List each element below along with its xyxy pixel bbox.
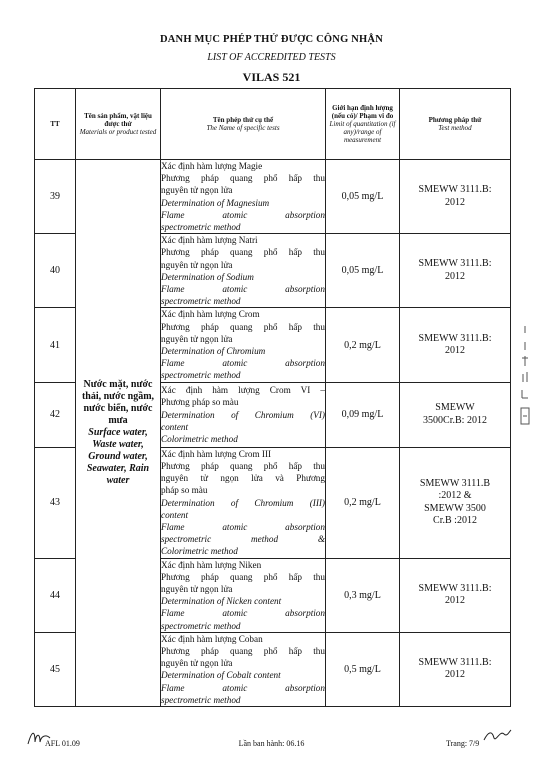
- row-number: 45: [35, 632, 76, 706]
- method-line: 2012: [445, 669, 465, 681]
- method-cell: [400, 558, 511, 632]
- test-name-line: nguyên tử ngọn lửa và Phương: [161, 473, 325, 484]
- header-method: Phương pháp thử Test method: [400, 89, 511, 160]
- test-name-line: Flame atomic absorption: [161, 209, 325, 220]
- test-name-line: Flame atomic absorption: [161, 682, 325, 693]
- test-name-line: Xác định hàm lượng Natri: [161, 235, 258, 246]
- test-name-line: Determination of Nicken content: [161, 596, 282, 607]
- test-name-line: nguyên tử ngọn lửa: [161, 658, 233, 669]
- test-name-cell: [161, 234, 326, 308]
- accreditation-code: VILAS 521: [242, 70, 301, 84]
- method-cell: [400, 447, 511, 558]
- limit-cell: 0,09 mg/L: [326, 382, 400, 447]
- test-name-line: Determination of Chromium: [161, 346, 266, 357]
- limit-cell: 0,2 mg/L: [326, 308, 400, 382]
- method-cell: [400, 160, 511, 234]
- test-name-line: Xác định hàm lượng Crom: [161, 309, 260, 320]
- method-line: 2012: [445, 345, 465, 357]
- method-line: SMEWW 3111.B:: [418, 184, 492, 196]
- test-name-line: Determination of Chromium (VI): [161, 409, 325, 420]
- test-name-line: Determination of Magnesium: [161, 197, 270, 208]
- test-name-line: spectrometric method &: [161, 534, 325, 545]
- test-name-cell: [161, 382, 326, 447]
- limit-cell: 0,3 mg/L: [326, 558, 400, 632]
- test-name-cell: [161, 632, 326, 706]
- test-name-line: Phương pháp quang phổ hấp thu: [161, 460, 325, 471]
- test-name-line: content: [161, 509, 189, 520]
- test-name-line: Phương pháp quang phổ hấp thu: [161, 571, 325, 582]
- method-cell: [400, 632, 511, 706]
- footer-issue-number: Lần ban hành: 06.16: [238, 739, 305, 748]
- test-name-line: content: [161, 421, 189, 432]
- method-line: SMEWW 3111.B:: [418, 332, 492, 344]
- test-name-line: nguyên tử ngọn lửa: [161, 259, 233, 270]
- test-name-line: spectrometric method: [161, 694, 241, 705]
- footer-form-code: AFL 01.09: [45, 739, 80, 748]
- method-cell: [400, 382, 511, 447]
- test-name-line: nguyên tử ngọn lửa: [161, 185, 233, 196]
- test-name-line: Xác định hàm lượng Crom VI –: [161, 385, 325, 396]
- header-limit: Giới hạn định lượng (nếu có)/ Phạm vi đo Limit of quantitation (if any)/range of measurement: [326, 89, 400, 160]
- test-name-line: nguyên tử ngọn lửa: [161, 584, 233, 595]
- test-name-line: Phương pháp quang phổ hấp thu: [161, 173, 325, 184]
- test-name-cell: [161, 160, 326, 234]
- test-name-line: Colorimetric method: [161, 433, 238, 444]
- test-name-line: Xác định hàm lượng Crom III: [161, 448, 272, 459]
- test-name-line: Flame atomic absorption: [161, 521, 325, 532]
- table-row: [35, 160, 511, 234]
- method-line: SMEWW 3111.B:: [418, 258, 492, 270]
- test-name-line: Phương pháp quang phổ hấp thu: [161, 247, 325, 258]
- limit-cell: 0,2 mg/L: [326, 447, 400, 558]
- method-line: SMEWW 3111.B: [419, 477, 491, 489]
- row-number: 39: [35, 160, 76, 234]
- method-line: 2012: [445, 595, 465, 607]
- test-name-line: Xác định hàm lượng Coban: [161, 633, 263, 644]
- row-number: 44: [35, 558, 76, 632]
- test-name-line: Colorimetric method: [161, 546, 238, 557]
- method-line: :2012 &: [438, 490, 472, 502]
- limit-cell: 0,5 mg/L: [326, 632, 400, 706]
- page-subtitle: LIST OF ACCREDITED TESTS: [207, 52, 336, 63]
- test-name-line: Phương pháp quang phổ hấp thu: [161, 321, 325, 332]
- test-name-line: spectrometric method: [161, 620, 241, 631]
- test-name-line: Xác định hàm lượng Magie: [161, 161, 263, 171]
- row-number: 42: [35, 382, 76, 447]
- material-vn: Nước mặt, nước thải, nước ngầm, nước biển, nước mưa: [81, 379, 155, 427]
- test-name-line: pháp so màu: [161, 485, 208, 496]
- accredited-tests-table: [34, 88, 511, 707]
- test-name-line: Xác định hàm lượng Niken: [161, 559, 262, 570]
- test-name-line: Phương pháp quang phổ hấp thu: [161, 646, 325, 657]
- method-line: SMEWW 3111.B:: [418, 582, 492, 594]
- test-name-line: spectrometric method: [161, 296, 241, 307]
- material-cell: [76, 160, 161, 707]
- method-cell: [400, 308, 511, 382]
- row-number: 43: [35, 447, 76, 558]
- material-en: Surface water, Waste water, Ground water, Seawater, Rain water: [86, 427, 150, 487]
- row-number: 41: [35, 308, 76, 382]
- test-name-line: Determination of Chromium (III): [161, 497, 325, 508]
- test-name-cell: [161, 447, 326, 558]
- test-name-line: Flame atomic absorption: [161, 284, 325, 295]
- header-test-name: Tên phép thử cụ thể The Name of specific tests: [161, 89, 326, 160]
- page-title: DANH MỤC PHÉP THỬ ĐƯỢC CÔNG NHẬN: [159, 34, 383, 45]
- method-line: Cr.B :2012: [433, 515, 477, 527]
- method-line: 2012: [445, 196, 465, 208]
- test-name-line: Phương pháp so màu: [161, 397, 239, 408]
- test-name-line: nguyên tử ngọn lửa: [161, 333, 233, 344]
- header-material: Tên sản phẩm, vật liệu được thử Materials or product tested: [76, 89, 161, 160]
- test-name-line: Flame atomic absorption: [161, 608, 325, 619]
- test-name-line: Determination of Cobalt content: [161, 670, 281, 681]
- method-line: SMEWW 3500: [424, 502, 486, 514]
- method-line: 3500Cr.B: 2012: [423, 414, 487, 426]
- method-line: SMEWW: [435, 402, 475, 414]
- footer-page-number: Trang: 7/9: [446, 739, 480, 748]
- method-cell: [400, 234, 511, 308]
- method-line: 2012: [445, 270, 465, 282]
- margin-stamp-marks: [518, 324, 532, 434]
- test-name-line: spectrometric method: [161, 222, 241, 233]
- test-name-cell: [161, 558, 326, 632]
- test-name-line: Flame atomic absorption: [161, 358, 325, 369]
- test-name-line: spectrometric method: [161, 370, 241, 381]
- limit-cell: 0,05 mg/L: [326, 160, 400, 234]
- test-name-line: Determination of Sodium: [161, 271, 254, 282]
- test-name-cell: [161, 308, 326, 382]
- method-line: SMEWW 3111.B:: [418, 656, 492, 668]
- row-number: 40: [35, 234, 76, 308]
- limit-cell: 0,05 mg/L: [326, 234, 400, 308]
- table-header-row: [35, 89, 511, 160]
- header-tt: TT: [35, 89, 76, 160]
